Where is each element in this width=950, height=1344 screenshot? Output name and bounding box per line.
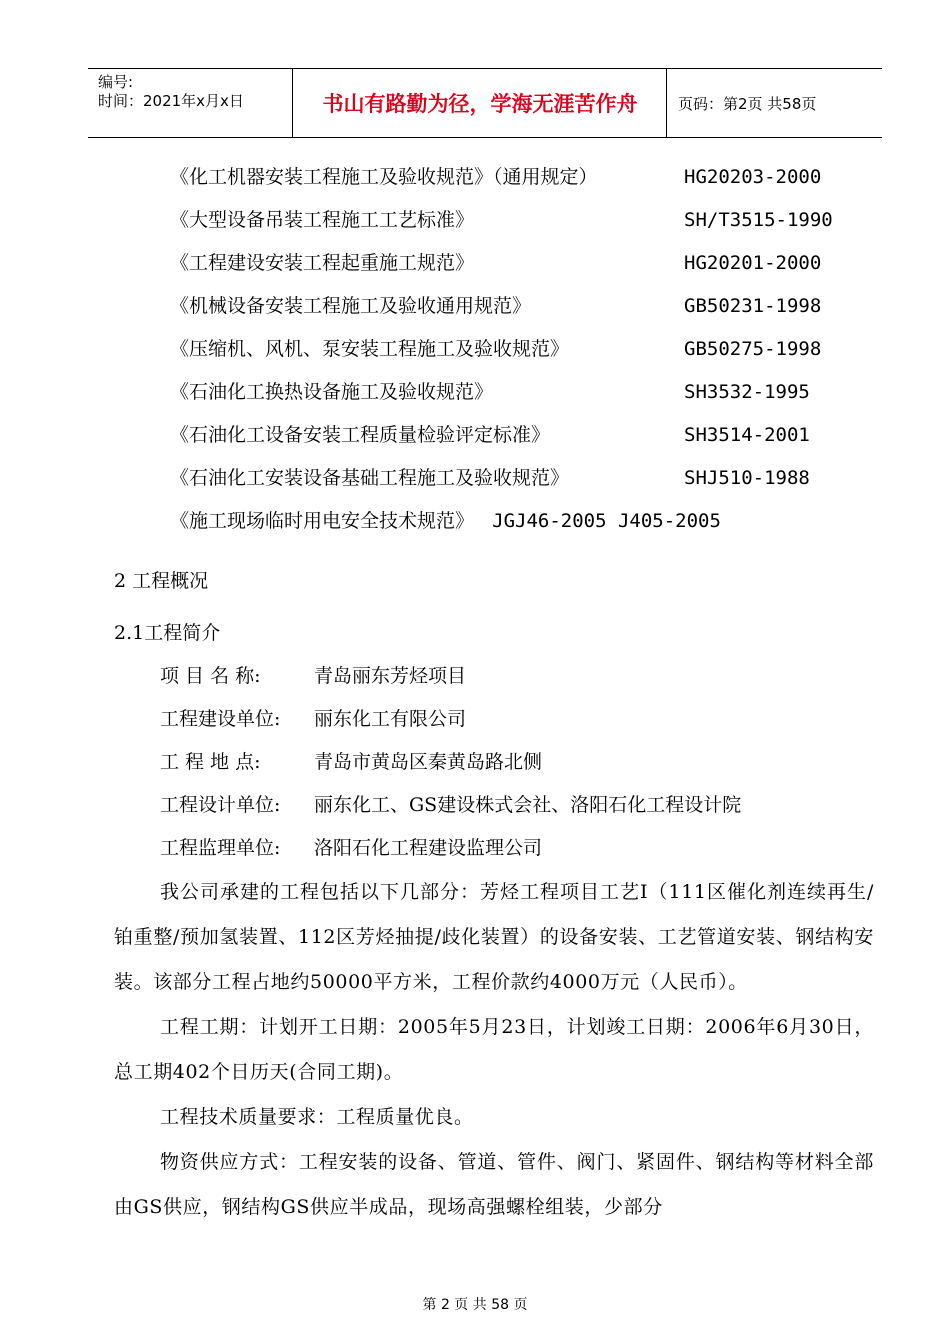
info-key: 工 程 地 点: xyxy=(160,751,261,773)
info-key: 项 目 名 称: xyxy=(160,665,261,687)
standard-title: 《机械设备安装工程施工及验收通用规范》 xyxy=(170,295,532,317)
info-value: 丽东化工、GS建设株式会社、洛阳石化工程设计院 xyxy=(314,794,742,816)
standard-code: JGJ46-2005 J405-2005 xyxy=(492,510,721,532)
paragraph-schedule: 工程工期：计划开工日期：2005年5月23日，计划竣工日期：2006年6月30日，总工期402个日历天(合同工期)。 xyxy=(114,1016,874,1083)
standard-item xyxy=(114,328,874,371)
standard-title: 《石油化工安装设备基础工程施工及验收规范》 xyxy=(170,467,570,489)
subsection-heading: 2.1工程简介 xyxy=(114,622,221,644)
project-info-row xyxy=(114,784,874,827)
header-motto: 书山有路勤为径，学海无涯苦作舟 xyxy=(322,92,638,116)
standards-list xyxy=(114,156,874,543)
standard-item xyxy=(114,285,874,328)
info-value: 丽东化工有限公司 xyxy=(314,708,467,730)
standard-title: 《大型设备吊装工程施工工艺标准》 xyxy=(170,209,475,231)
standard-code: GB50275-1998 xyxy=(684,338,822,360)
document-body xyxy=(114,156,874,1230)
info-value: 青岛市黄岛区秦黄岛路北侧 xyxy=(314,751,543,773)
number-label: 编号: xyxy=(98,73,134,91)
project-info-row xyxy=(114,741,874,784)
header-divider-left xyxy=(292,69,293,137)
info-key: 工程建设单位: xyxy=(160,708,281,730)
header-meta xyxy=(98,73,298,111)
time-label: 时间：2021年x月x日 xyxy=(98,92,244,110)
header-divider-right xyxy=(666,69,667,137)
standard-code: SH3532-1995 xyxy=(684,381,810,403)
section-heading: 2 工程概况 xyxy=(114,570,209,592)
standard-code: HG20203-2000 xyxy=(684,166,822,188)
standard-code: SH/T3515-1990 xyxy=(684,209,833,231)
project-info-row xyxy=(114,827,874,870)
standard-code: SHJ510-1988 xyxy=(684,467,810,489)
standard-title: 《石油化工设备安装工程质量检验评定标准》 xyxy=(170,424,551,446)
standard-item xyxy=(114,199,874,242)
standard-title: 《施工现场临时用电安全技术规范》 xyxy=(170,510,475,532)
standard-title: 《石油化工换热设备施工及验收规范》 xyxy=(170,381,494,403)
page-footer: 第 2 页 共 58 页 xyxy=(422,1297,528,1313)
project-info-row xyxy=(114,655,874,698)
header-page-info: 页码：第2页 共58页 xyxy=(678,94,817,113)
standard-code: HG20201-2000 xyxy=(684,252,822,274)
standard-title: 《工程建设安装工程起重施工规范》 xyxy=(170,252,475,274)
standard-item xyxy=(114,457,874,500)
standard-item-last xyxy=(114,500,874,543)
standard-item xyxy=(114,414,874,457)
standard-title: 《化工机器安装工程施工及验收规范》（通用规定） xyxy=(170,166,598,188)
project-info-row xyxy=(114,698,874,741)
standard-title: 《压缩机、风机、泵安装工程施工及验收规范》 xyxy=(170,338,570,360)
standard-code: GB50231-1998 xyxy=(684,295,822,317)
standard-code: SH3514-2001 xyxy=(684,424,810,446)
info-value: 洛阳石化工程建设监理公司 xyxy=(314,837,543,859)
paragraph-scope: 我公司承建的工程包括以下几部分：芳烃工程项目工艺Ⅰ（111区催化剂连续再生/铂重整/预加氢装置、112区芳烃抽提/歧化装置）的设备安装、工艺管道安装、钢结构安装。该部分工程占地约50000平方米，工程价款约4000万元（人民币）。 xyxy=(114,881,874,993)
paragraph-supply: 物资供应方式：工程安装的设备、管道、管件、阀门、紧固件、钢结构等材料全部由GS供应，钢结构GS供应半成品，现场高强螺栓组装，少部分 xyxy=(114,1151,874,1218)
paragraph-quality: 工程技术质量要求：工程质量优良。 xyxy=(160,1106,474,1128)
standard-item xyxy=(114,156,874,199)
page-header xyxy=(88,68,882,138)
info-value: 青岛丽东芳烃项目 xyxy=(314,665,467,687)
standard-item xyxy=(114,242,874,285)
standard-item xyxy=(114,371,874,414)
info-key: 工程监理单位: xyxy=(160,837,281,859)
info-key: 工程设计单位: xyxy=(160,794,281,816)
